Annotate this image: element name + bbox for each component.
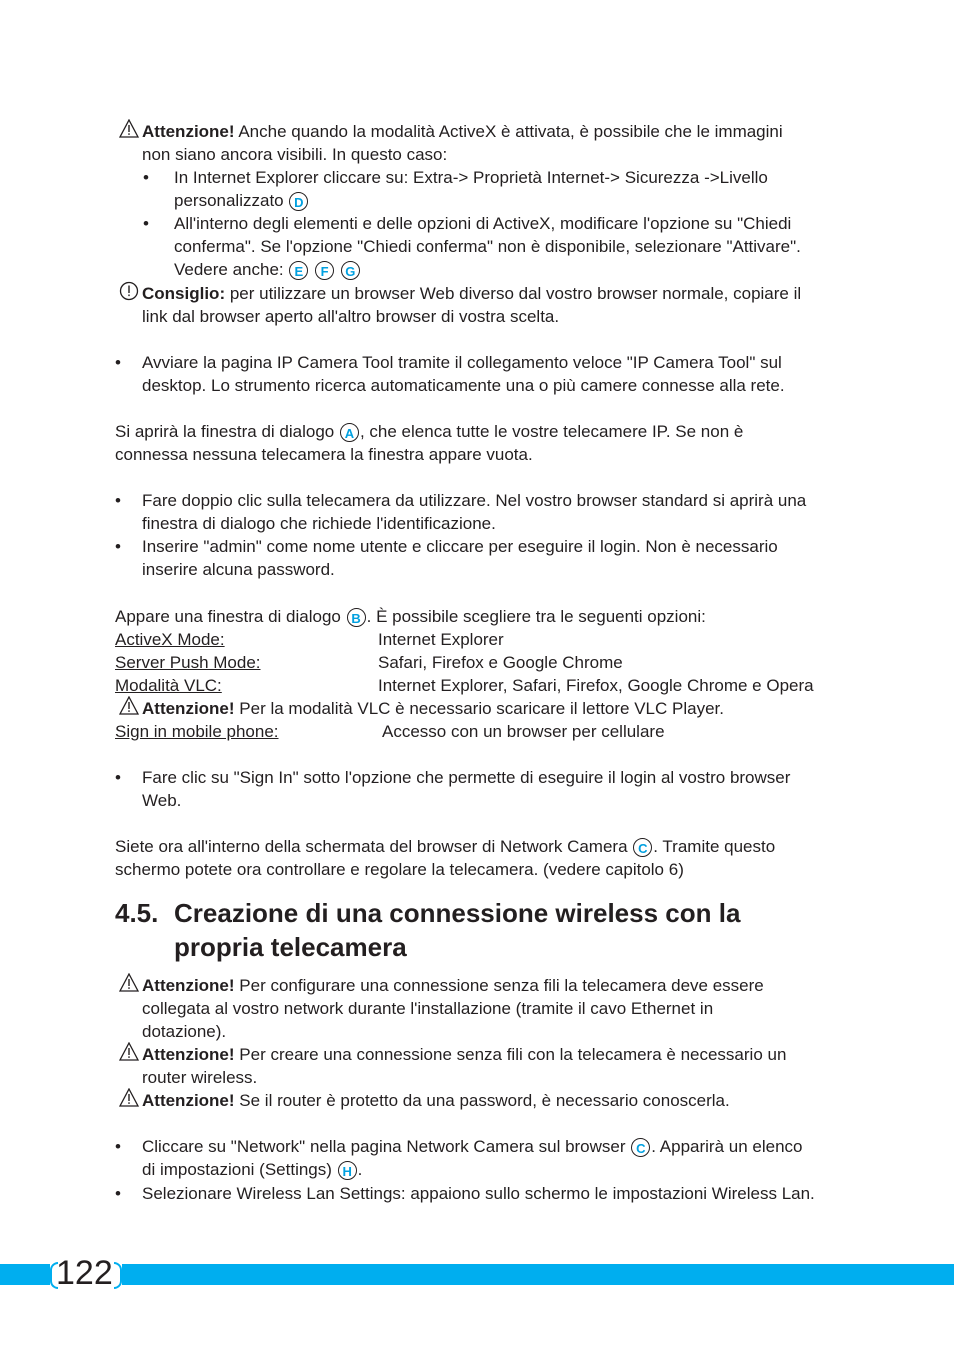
tip-text: link dal browser aperto all'altro browser di vostra scelta. xyxy=(142,307,560,326)
warning-text: Attenzione! Per la modalità VLC è necessario scaricare il lettore VLC Player. xyxy=(142,699,724,718)
mode-value: Internet Explorer, Safari, Firefox, Google Chrome e Opera xyxy=(378,676,814,695)
mode-label: Server Push Mode: xyxy=(115,653,261,672)
mode-value: Safari, Firefox e Google Chrome xyxy=(378,653,623,672)
figure-ref: G xyxy=(341,261,360,280)
figure-ref: B xyxy=(347,608,366,627)
paragraph: Appare una finestra di dialogo B . È possibile scegliere tra le seguenti opzioni: xyxy=(115,607,706,627)
list-item: Cliccare su "Network" nella pagina Network Camera sul browser C . Apparirà un elenco xyxy=(142,1137,803,1157)
list-item: di impostazioni (Settings) H . xyxy=(142,1160,363,1180)
warning-text: dotazione). xyxy=(142,1022,227,1041)
list-item: conferma". Se l'opzione "Chiedi conferma" non è disponibile, selezionare "Attivare". xyxy=(174,237,801,256)
paragraph: Si aprirà la finestra di dialogo A , che elenca tutte le vostre telecamere IP. Se non è xyxy=(115,422,744,442)
bullet: • xyxy=(115,1137,121,1156)
warning-icon xyxy=(119,696,139,716)
page-number-bracket xyxy=(114,1262,122,1289)
bullet: • xyxy=(115,537,121,556)
list-item: Fare clic su "Sign In" sotto l'opzione che permette di eseguire il login al vostro browser xyxy=(142,768,791,787)
bullet: • xyxy=(143,168,149,187)
bullet: • xyxy=(115,353,121,372)
section-number: 4.5. xyxy=(115,898,159,928)
warning-icon xyxy=(119,973,139,993)
list-item: All'interno degli elementi e delle opzioni di ActiveX, modificare l'opzione su "Chiedi xyxy=(174,214,792,233)
list-item: Selezionare Wireless Lan Settings: appaiono sullo schermo le impostazioni Wireless Lan. xyxy=(142,1184,815,1203)
warning-text: collegata al vostro network durante l'installazione (tramite il cavo Ethernet in xyxy=(142,999,714,1018)
tip-text: Consiglio: per utilizzare un browser Web diverso dal vostro browser normale, copiare il xyxy=(142,284,802,303)
list-item: finestra di dialogo che richiede l'identificazione. xyxy=(142,514,496,533)
list-item: Web. xyxy=(142,791,182,810)
warning-text: Attenzione! Anche quando la modalità ActiveX è attivata, è possibile che le immagini xyxy=(142,122,783,141)
list-item: desktop. Lo strumento ricerca automaticamente una o più camere connesse alla rete. xyxy=(142,376,785,395)
list-item: Avviare la pagina IP Camera Tool tramite il collegamento veloce "IP Camera Tool" sul xyxy=(142,353,782,372)
warning-text: Attenzione! Se il router è protetto da una password, è necessario conoscerla. xyxy=(142,1091,730,1110)
warning-icon xyxy=(119,1042,139,1062)
warning-icon xyxy=(119,119,139,139)
figure-ref: F xyxy=(315,261,334,280)
tip-icon xyxy=(119,281,139,301)
list-item: inserire alcuna password. xyxy=(142,560,335,579)
warning-text: Attenzione! Per configurare una connessione senza fili la telecamera deve essere xyxy=(142,976,764,995)
bullet: • xyxy=(143,214,149,233)
section-title: Creazione di una connessione wireless con la xyxy=(174,898,741,928)
figure-ref: H xyxy=(338,1161,357,1180)
warning-text: router wireless. xyxy=(142,1068,258,1087)
list-item: Fare doppio clic sulla telecamera da utilizzare. Nel vostro browser standard si aprirà una xyxy=(142,491,807,510)
list-item: Vedere anche: E F G xyxy=(174,258,361,281)
section-title: propria telecamera xyxy=(174,932,407,962)
bullet: • xyxy=(115,768,121,787)
paragraph: Siete ora all'interno della schermata del browser di Network Camera C . Tramite questo xyxy=(115,837,776,857)
list-item: personalizzato D xyxy=(174,189,309,212)
figure-ref: E xyxy=(289,261,308,280)
figure-ref: D xyxy=(289,192,308,211)
paragraph: connessa nessuna telecamera la finestra appare vuota. xyxy=(115,445,533,464)
warning-icon xyxy=(119,1088,139,1108)
mode-label: Sign in mobile phone: xyxy=(115,722,279,741)
figure-ref: C xyxy=(631,1138,650,1157)
warning-text: non siano ancora visibili. In questo caso: xyxy=(142,145,448,164)
paragraph: schermo potete ora controllare e regolare la telecamera. (vedere capitolo 6) xyxy=(115,860,684,879)
page-number: 122 xyxy=(56,1254,113,1292)
bullet: • xyxy=(115,491,121,510)
list-item: In Internet Explorer cliccare su: Extra-> Proprietà Internet-> Sicurezza ->Livello xyxy=(174,168,768,187)
list-item: Inserire "admin" come nome utente e cliccare per eseguire il login. Non è necessario xyxy=(142,537,778,556)
warning-text: Attenzione! Per creare una connessione senza fili con la telecamera è necessario un xyxy=(142,1045,787,1064)
footer-bar xyxy=(0,1264,954,1285)
mode-label: ActiveX Mode: xyxy=(115,630,225,649)
bullet: • xyxy=(115,1184,121,1203)
mode-value: Accesso con un browser per cellulare xyxy=(382,722,665,741)
figure-ref: C xyxy=(633,838,652,857)
mode-label: Modalità VLC: xyxy=(115,676,222,695)
figure-ref: A xyxy=(340,423,359,442)
mode-value: Internet Explorer xyxy=(378,630,504,649)
